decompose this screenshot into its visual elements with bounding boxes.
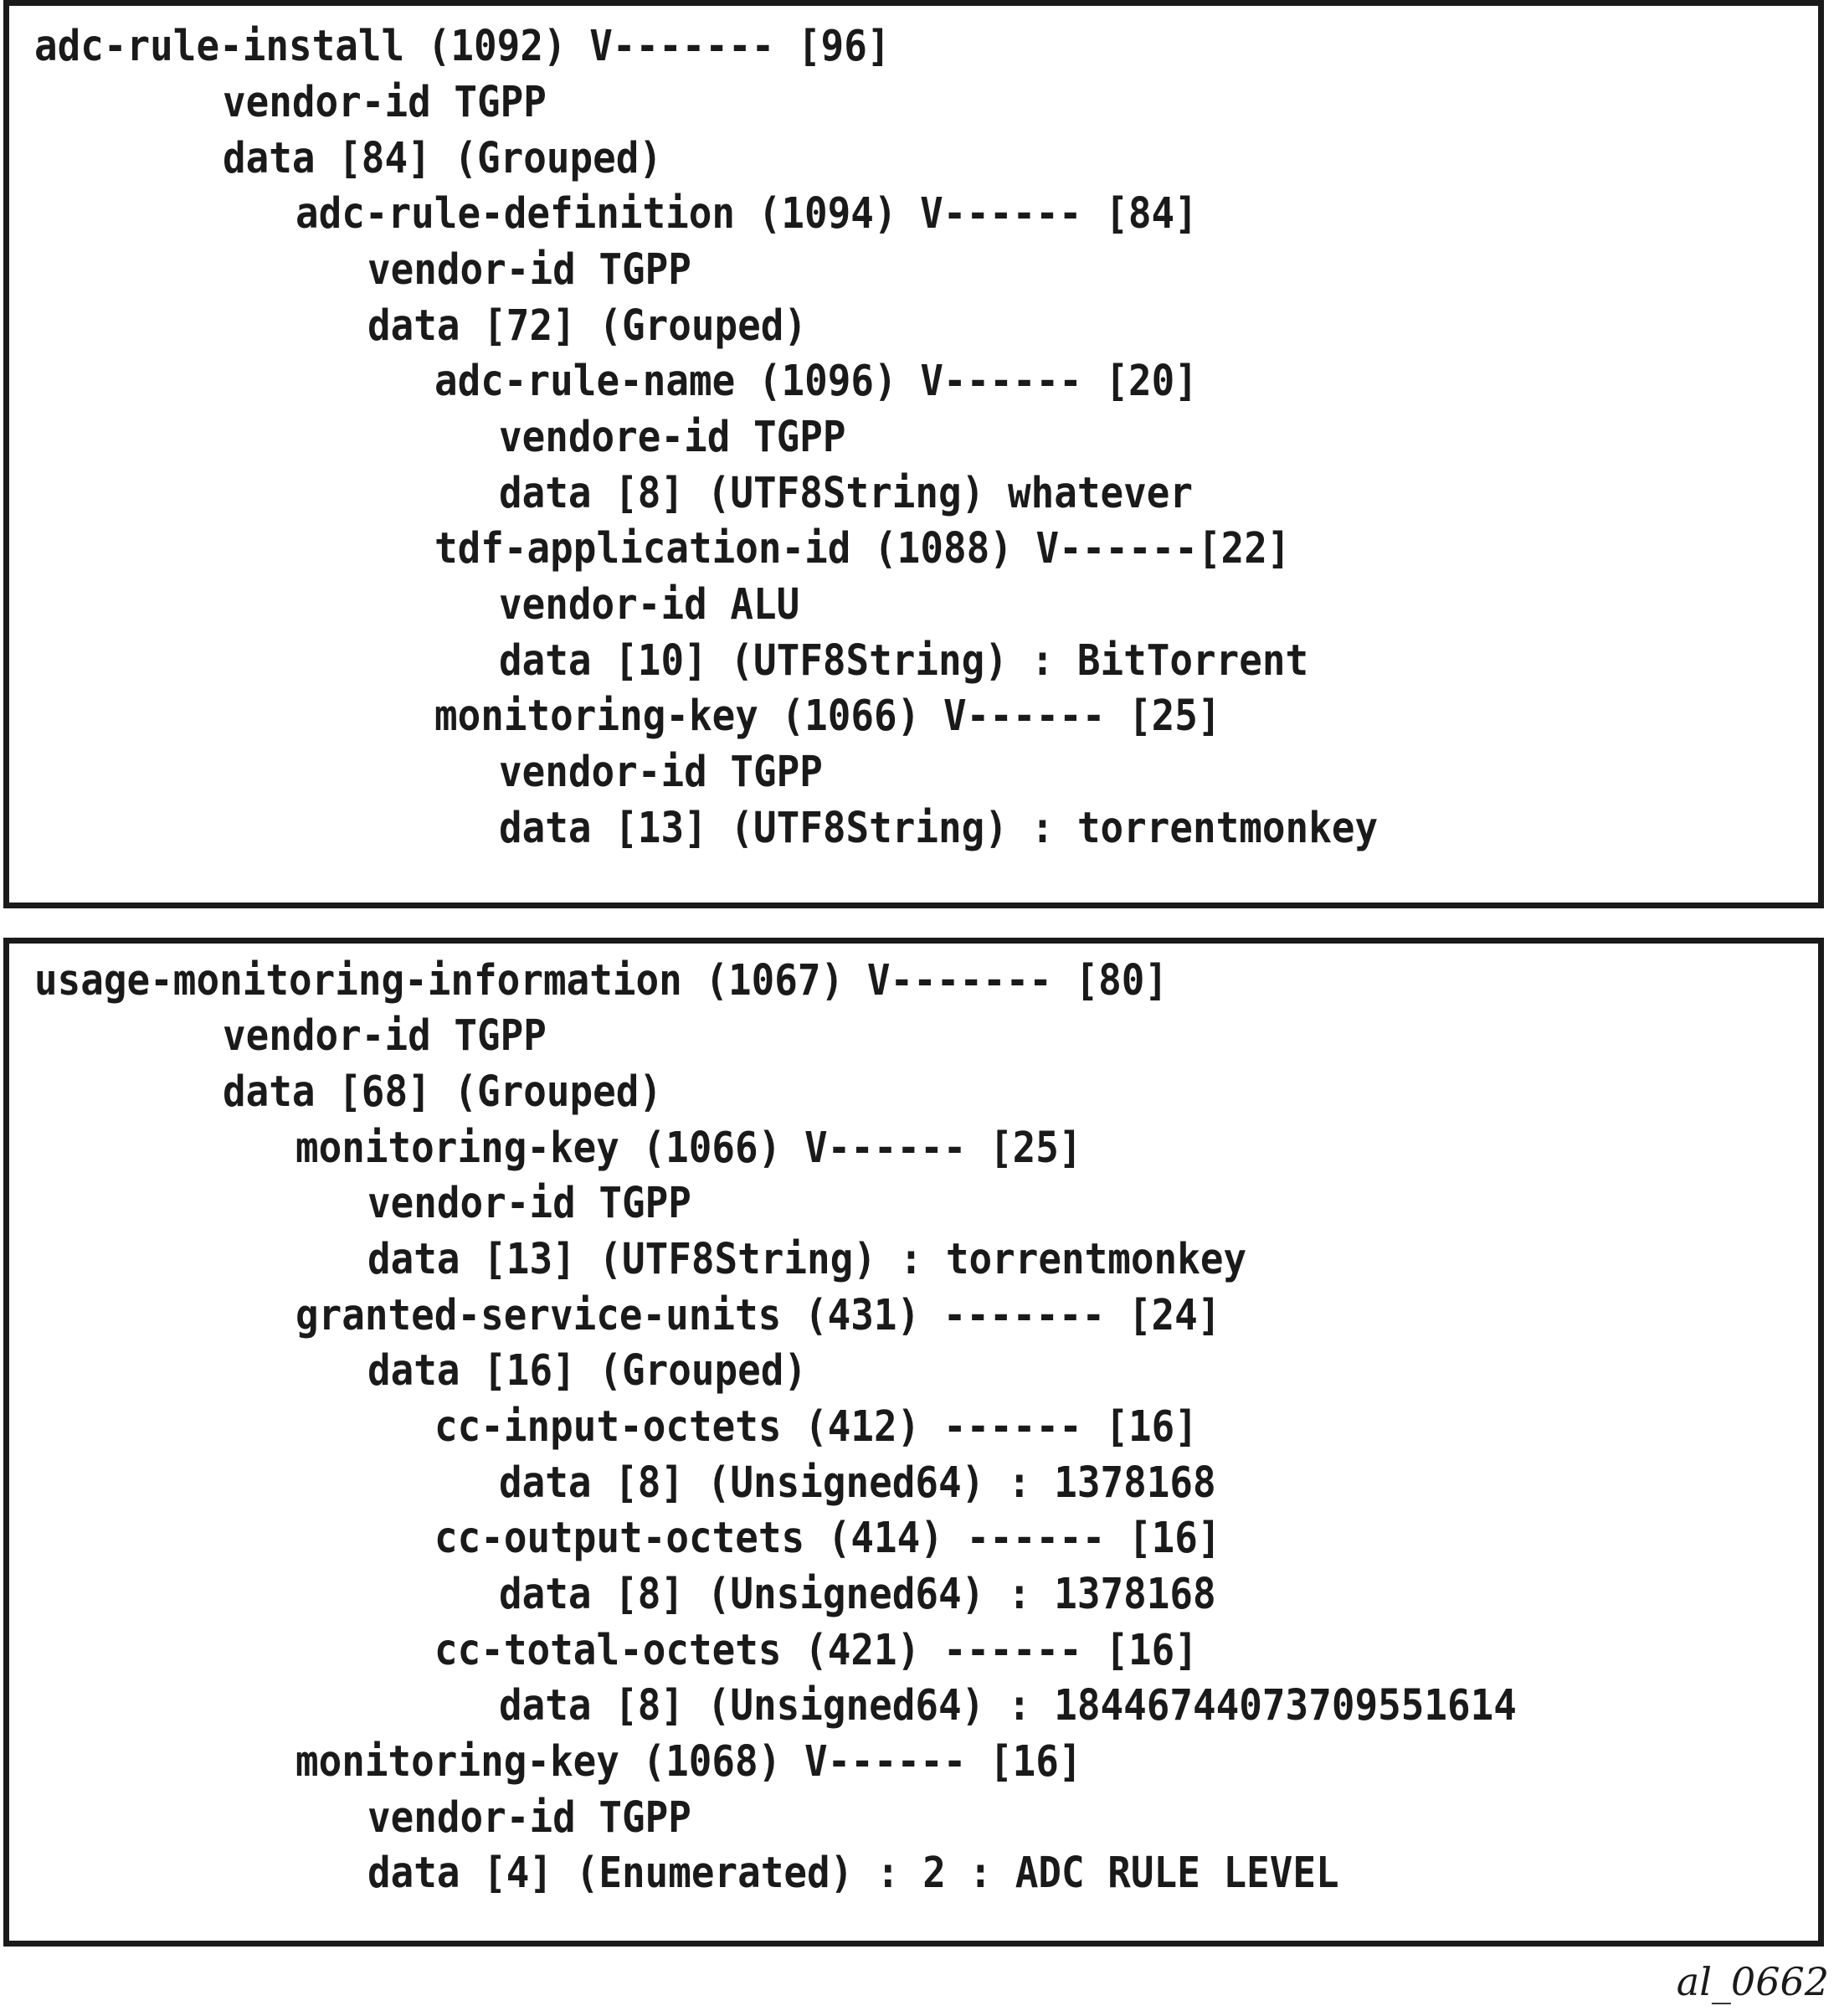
avp-line: vendore-id TGPP [499, 413, 846, 462]
avp-line: vendor-id TGPP [367, 1179, 691, 1228]
avp-line: monitoring-key (1068) V------ [16] [295, 1737, 1082, 1787]
avp-line: adc-rule-install (1092) V------- [96] [34, 22, 891, 71]
figure-id-caption: al_0662 [1676, 1959, 1829, 2004]
avp-line: data [8] (Unsigned64) : 18446744073709551614 [499, 1681, 1517, 1731]
avp-line: vendor-id TGPP [367, 1793, 691, 1843]
avp-line: monitoring-key (1066) V------ [25] [295, 1124, 1082, 1173]
avp-line: vendor-id TGPP [499, 748, 823, 797]
avp-line: data [13] (UTF8String) : torrentmonkey [499, 804, 1379, 853]
avp-line: data [8] (UTF8String) whatever [499, 469, 1194, 518]
avp-line: data [16] (Grouped) [367, 1346, 808, 1396]
avp-line: granted-service-units (431) ------- [24] [295, 1291, 1221, 1340]
avp-line: vendor-id TGPP [223, 1011, 547, 1061]
avp-line: adc-rule-name (1096) V------ [20] [434, 357, 1198, 406]
avp-line: usage-monitoring-information (1067) V------- [80] [34, 956, 1169, 1005]
usage-monitoring-information-panel [3, 938, 1824, 1947]
avp-line: data [84] (Grouped) [223, 134, 663, 183]
avp-line: monitoring-key (1066) V------ [25] [434, 692, 1221, 741]
avp-line: vendor-id ALU [499, 580, 800, 630]
avp-line: cc-total-octets (421) ------ [16] [434, 1626, 1198, 1675]
avp-line: adc-rule-definition (1094) V------ [84] [295, 189, 1198, 239]
avp-line: data [72] (Grouped) [367, 301, 808, 351]
adc-rule-install-panel [3, 0, 1824, 908]
avp-line: vendor-id TGPP [223, 78, 547, 127]
avp-line: data [10] (UTF8String) : BitTorrent [499, 636, 1309, 686]
avp-line: vendor-id TGPP [367, 245, 691, 295]
avp-line: cc-input-octets (412) ------ [16] [434, 1402, 1198, 1452]
avp-line: tdf-application-id (1088) V------[22] [434, 524, 1291, 573]
avp-line: data [8] (Unsigned64) : 1378168 [499, 1458, 1216, 1508]
avp-line: data [4] (Enumerated) : 2 : ADC RULE LEVEL [367, 1849, 1339, 1898]
avp-line: data [68] (Grouped) [223, 1067, 663, 1117]
avp-line: data [13] (UTF8String) : torrentmonkey [367, 1235, 1247, 1284]
avp-line: data [8] (Unsigned64) : 1378168 [499, 1570, 1216, 1619]
avp-line: cc-output-octets (414) ------ [16] [434, 1514, 1221, 1563]
